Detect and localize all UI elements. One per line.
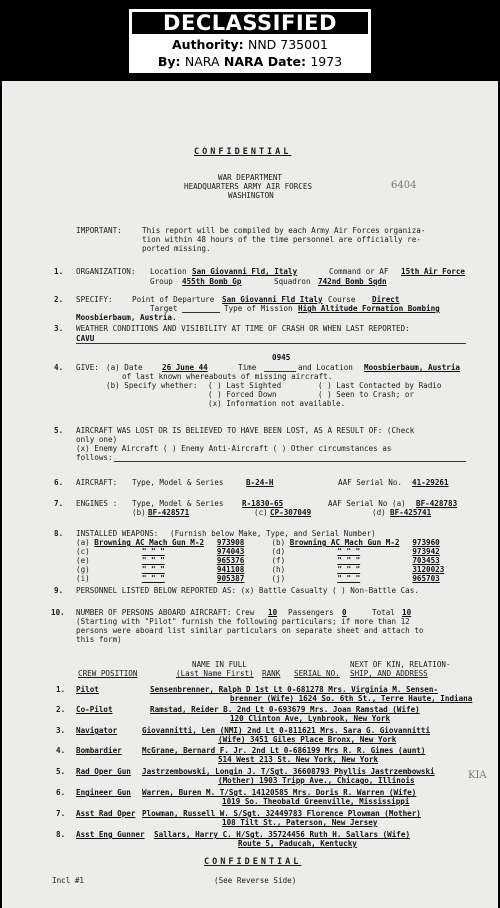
crew-row-number: 8. xyxy=(56,830,66,839)
col-header-serial: SERIAL NO. xyxy=(294,669,340,678)
engine-c-label: (c) xyxy=(254,508,268,517)
follows-rule xyxy=(114,461,466,462)
target-rule xyxy=(182,312,220,313)
aircraft-serial-label: AAF Serial No. xyxy=(338,478,403,487)
weapon-serial: 974043 xyxy=(216,547,245,556)
declassified-stamp xyxy=(127,7,373,75)
weather-value: CAVU xyxy=(76,334,95,343)
engine-serial-d: BF-425741 xyxy=(390,508,432,517)
weapon-row xyxy=(76,538,440,547)
engine-type-label: Type, Model & Series xyxy=(132,499,224,508)
important-line-2: tion within 48 hours of the time personnel are officially re- xyxy=(142,235,421,244)
group-value: 455th Bomb Gp xyxy=(182,277,242,286)
crew-row-number: 3. xyxy=(56,726,66,735)
passenger-count: 0 xyxy=(342,608,347,617)
crew-position: Co-Pilot xyxy=(76,705,113,714)
squadron-label: Squadron xyxy=(274,277,311,286)
authority-value: NND 735001 xyxy=(247,37,328,52)
crew-line-2: 1019 So. Theobald Greenville, Mississippi xyxy=(222,797,410,806)
item-8-number: 8. xyxy=(54,529,64,538)
col-header-name-2: (Last Name First) xyxy=(176,669,254,678)
dept-line: WAR DEPARTMENT xyxy=(218,173,283,182)
item-7-number: 7. xyxy=(54,499,64,508)
crew-row-number: 2. xyxy=(56,705,66,714)
weapon-label: (d) xyxy=(271,547,286,556)
engine-serial-a: BF-428783 xyxy=(416,499,458,508)
weapon-serial: 973908 xyxy=(216,538,245,547)
weapon-label: (f) xyxy=(271,556,286,565)
crew-line-1: Warren, Buren M. T/Sgt. 14120585 Mrs. Doris R. Warren (Wife) xyxy=(142,788,417,797)
crew-position: Bombardier xyxy=(76,746,122,755)
crew-position: Asst Eng Gunner xyxy=(76,830,145,839)
aircraft-type-value: B-24-H xyxy=(246,478,274,487)
weapon-label: (j) xyxy=(271,574,286,583)
col-header-rank: RANK xyxy=(262,669,281,678)
item-9-number: 9. xyxy=(54,586,64,595)
option-last-contacted: ( ) Last Contacted by Radio xyxy=(318,381,442,390)
crew-count: 10 xyxy=(268,608,278,617)
weapon-serial: 973960 xyxy=(412,538,440,547)
mission-label: Type of Mission xyxy=(224,304,293,313)
target-value: Moosbierbaum, Austria. xyxy=(76,313,177,322)
weapon-row xyxy=(76,547,440,556)
crew-row-number: 1. xyxy=(56,685,66,694)
crew-line-1: Jastrzembowski, Longin J. T/Sgt. 36608793 Phyllis Jastrzembowski xyxy=(142,767,435,776)
stamp-authority xyxy=(129,36,371,53)
location-value: San Giovanni Fld, Italy xyxy=(192,267,298,276)
option-last-sighted: ( ) Last Sighted xyxy=(208,381,282,390)
classification-top: CONFIDENTIAL xyxy=(194,147,292,157)
inclosure-label: Incl #1 xyxy=(52,876,85,885)
crew-position: Engineer Gun xyxy=(76,788,131,797)
item-4-number: 4. xyxy=(54,363,64,372)
important-line-1: This report will be compiled by each Army Air Forces organiza- xyxy=(142,226,426,235)
group-label: Group xyxy=(150,277,173,286)
classification-bottom: CONFIDENTIAL xyxy=(204,857,302,867)
location-value-4: Moosbierbaum, Austria xyxy=(364,363,461,372)
weather-label: WEATHER CONDITIONS AND VISIBILITY AT TIME OF CRASH OR WHEN LAST REPORTED: xyxy=(76,324,410,333)
aircraft-serial-value: 41-29261 xyxy=(412,478,449,487)
option-forced-down: ( ) Forced Down xyxy=(208,390,277,399)
aircraft-label: AIRCRAFT: xyxy=(76,478,118,487)
crew-position: Navigator xyxy=(76,726,118,735)
weapon-row xyxy=(76,556,440,565)
city-line: WASHINGTON xyxy=(228,191,274,200)
weapon-name: " " " xyxy=(141,574,165,583)
document-page xyxy=(2,81,498,908)
engine-serial-c: CP-307049 xyxy=(270,508,312,517)
persons-instruction-3: this form) xyxy=(76,635,122,644)
weapon-name: " " " xyxy=(141,547,165,556)
date-value: 1973 xyxy=(310,54,343,69)
persons-aboard-label: NUMBER OF PERSONS ABOARD AIRCRAFT: Crew xyxy=(76,608,255,617)
weapon-label: (c) xyxy=(76,547,90,556)
engine-b-label: (b) xyxy=(132,508,146,517)
departure-label: Point of Departure xyxy=(132,295,215,304)
time-label: Time xyxy=(238,363,257,372)
weapon-label: (i) xyxy=(76,574,90,583)
weapon-serial: 973942 xyxy=(412,547,440,556)
weapon-serial: 941108 xyxy=(216,565,245,574)
item-1-number: 1. xyxy=(54,267,64,276)
col-header-kin-2: SHIP, AND ADDRESS xyxy=(350,669,428,678)
location-label-4: and Location xyxy=(298,363,353,372)
crew-line-1: Sallars, Harry C. H/Sgt. 35724456 Ruth H. Sallars (Wife) xyxy=(154,830,411,839)
weapon-name: Browning AC Mach Gun M-2 xyxy=(289,538,400,547)
crew-line-2: 514 West 213 St. New York, New York xyxy=(218,755,379,764)
weapon-name: " " " xyxy=(141,556,165,565)
time-value: 0945 xyxy=(272,353,291,362)
course-label: Course xyxy=(328,295,356,304)
kia-annotation: KIA xyxy=(468,770,487,781)
command-label: Command or AF xyxy=(329,267,389,276)
crew-line-1: McGrane, Bernard F. Jr. 2nd Lt 0-686199 Mrs R. R. Gimes (aunt) xyxy=(142,746,426,755)
total-label: Total xyxy=(372,608,395,617)
important-label: IMPORTANT: xyxy=(76,226,122,235)
follows-label: follows: xyxy=(76,453,113,462)
weapon-label: (e) xyxy=(76,556,90,565)
crew-line-2: (Mother) 1903 Tripp Ave., Chicago, Illinois xyxy=(218,776,415,785)
crew-position: Rad Oper Gun xyxy=(76,767,131,776)
loss-cause-label: AIRCRAFT WAS LOST OR IS BELIEVED TO HAVE BEEN LOST, AS A RESULT OF: (Check xyxy=(76,426,415,435)
weapon-label: (a) xyxy=(76,538,90,547)
item-10-number: 10. xyxy=(51,608,65,617)
give-label: GIVE: xyxy=(76,363,99,372)
stamp-by xyxy=(129,53,371,70)
mission-value: High Altitude Formation Bombing xyxy=(298,304,440,313)
crew-row-number: 6. xyxy=(56,788,66,797)
weapon-name: " " " xyxy=(141,565,165,574)
weapon-serial: 703453 xyxy=(412,556,440,565)
crew-line-2: 108 Tilt St., Paterson, New Jersey xyxy=(222,818,378,827)
weapon-serial: 965703 xyxy=(412,574,440,583)
crew-line-2: Route 5, Paducah, Kentucky xyxy=(238,839,357,848)
crew-line-1: Plowman, Russell W. S/Sgt. 32449783 Florence Plowman (Mother) xyxy=(142,809,421,818)
target-label: Target xyxy=(150,304,178,313)
crew-line-2: brenner (Wife) 1624 So. 6th St., Terre Haute, Indiana xyxy=(230,694,473,703)
crew-line-2: 120 Clinton Ave, Lynbrook, New York xyxy=(230,714,391,723)
date-label: NARA Date: xyxy=(223,54,306,69)
loss-cause-label-2: only one) xyxy=(76,435,118,444)
location-label: Location xyxy=(150,267,187,276)
item-3-number: 3. xyxy=(54,324,64,333)
weapons-hint: (Furnish below Make, Type, and Serial Number) xyxy=(170,529,376,538)
stamp-title: DECLASSIFIED xyxy=(132,12,368,34)
weapon-name: " " " xyxy=(337,556,361,565)
crew-line-2: (Wife) 3451 Giles Place Bronx, New York xyxy=(218,735,397,744)
engine-type-value: R-1830-65 xyxy=(242,499,284,508)
date-value: 26 June 44 xyxy=(162,363,208,372)
personnel-status: PERSONNEL LISTED BELOW REPORTED AS: (x) Battle Casualty ( ) Non-Battle Cas. xyxy=(76,586,419,595)
last-known-text: of last known whereabouts of missing aircraft. xyxy=(122,372,333,381)
weather-rule xyxy=(76,343,466,344)
weapon-label: (h) xyxy=(271,565,286,574)
specify-whether-label: (b) Specify whether: xyxy=(106,381,198,390)
col-header-name-1: NAME IN FULL xyxy=(192,660,247,669)
engine-serial-b: BF-428571 xyxy=(148,508,190,517)
authority-label: Authority: xyxy=(172,37,244,52)
weapon-name: " " " xyxy=(337,565,361,574)
crew-row-number: 5. xyxy=(56,767,66,776)
specify-label: SPECIFY: xyxy=(76,295,113,304)
loss-cause-options: (x) Enemy Aircraft ( ) Enemy Anti-Aircraft ( ) Other circumstances as xyxy=(76,444,392,453)
aircraft-type-label: Type, Model & Series xyxy=(132,478,224,487)
crew-row-number: 7. xyxy=(56,809,66,818)
persons-instruction-2: persons were aboard list similar particulars on separate sheet and attach to xyxy=(76,626,424,635)
weapon-label: (g) xyxy=(76,565,90,574)
crew-line-1: Sensenbrenner, Ralph D 1st Lt 0-681278 Mrs. Virginia M. Sensen- xyxy=(150,685,439,694)
col-header-position: CREW POSITION xyxy=(78,669,138,678)
item-2-number: 2. xyxy=(54,295,64,304)
crew-position: Asst Rad Oper xyxy=(76,809,136,818)
hq-line: HEADQUARTERS ARMY AIR FORCES xyxy=(184,182,313,191)
course-value: Direct xyxy=(372,295,400,304)
handwritten-number: 6404 xyxy=(391,180,417,191)
important-line-3: ported missing. xyxy=(142,244,211,253)
weapon-name: Browning AC Mach Gun M-2 xyxy=(94,538,205,547)
command-value: 15th Air Force xyxy=(401,267,466,276)
weapon-name: " " " xyxy=(337,574,361,583)
squadron-value: 742nd Bomb Sqdn xyxy=(318,277,387,286)
crew-line-1: Giovannitti, Len (NMI) 2nd Lt 0-811621 Mrs. Sara G. Giovannitti xyxy=(142,726,431,735)
total-count: 10 xyxy=(402,608,412,617)
item-5-number: 5. xyxy=(54,426,64,435)
col-header-kin-1: NEXT OF KIN, RELATION- xyxy=(350,660,451,669)
crew-line-1: Ramstad, Reider B. 2nd Lt 0-693679 Mrs. Joan Ramstad (Wife) xyxy=(150,705,420,714)
weapon-row xyxy=(76,565,444,574)
passengers-label: Passengers xyxy=(288,608,334,617)
weapon-name: " " " xyxy=(337,547,361,556)
date-field-label: (a) Date xyxy=(106,363,143,372)
option-seen-crash: ( ) Seen to Crash; or xyxy=(318,390,415,399)
departure-value: San Giovanni Fld Italy xyxy=(222,295,323,304)
engines-label: ENGINES : xyxy=(76,499,118,508)
persons-instruction-1: (Starting with "Pilot" furnish the following particulars; if more than 12 xyxy=(76,617,410,626)
option-info-not-available: (x) Information not available. xyxy=(208,399,346,408)
item-6-number: 6. xyxy=(54,478,64,487)
reverse-side-note: (See Reverse Side) xyxy=(214,876,297,885)
weapon-row xyxy=(76,574,440,583)
by-value: NARA xyxy=(184,54,220,69)
organization-label: ORGANIZATION: xyxy=(76,267,136,276)
weapon-label: (b) xyxy=(271,538,286,547)
weapon-serial: 3120023 xyxy=(412,565,445,574)
weapons-label: INSTALLED WEAPONS: xyxy=(76,529,159,538)
engine-serial-label: AAF Serial No (a) xyxy=(328,499,406,508)
crew-row-number: 4. xyxy=(56,746,66,755)
crew-position: Pilot xyxy=(76,685,99,694)
weapon-serial: 965376 xyxy=(216,556,245,565)
weapon-serial: 905387 xyxy=(216,574,245,583)
by-label: By: xyxy=(157,54,181,69)
engine-d-label: (d) xyxy=(372,508,386,517)
